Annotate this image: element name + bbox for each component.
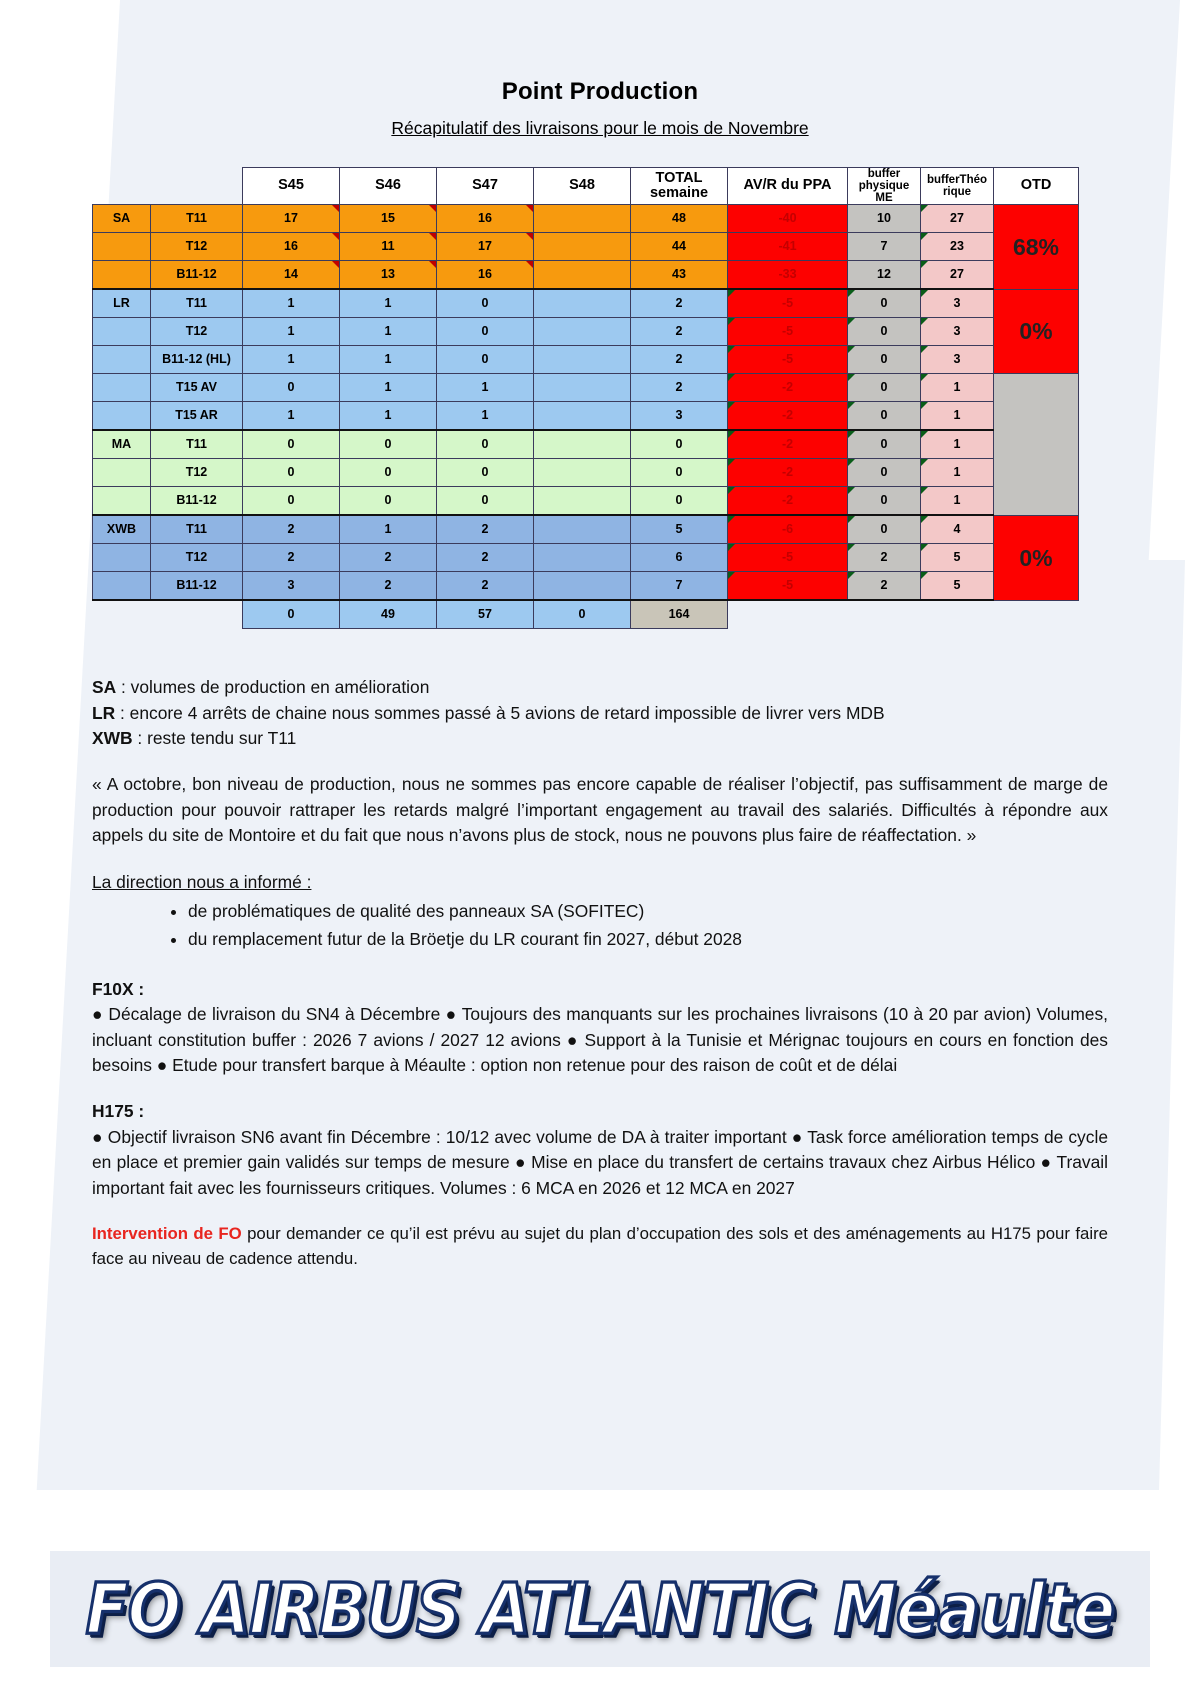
cell-buffer-theorique: 27 [921, 261, 994, 290]
cell-avr: -2 [728, 402, 848, 431]
table-row [93, 515, 1079, 544]
cell-buffer-physique: 0 [848, 346, 921, 374]
totals-blank-avr [728, 600, 848, 629]
cell-s48 [534, 374, 631, 402]
cell-s47: 0 [437, 318, 534, 346]
totals-blank-program [93, 600, 151, 629]
cell-s46: 1 [340, 346, 437, 374]
cell-buffer-theorique: 1 [921, 459, 994, 487]
table-row [93, 572, 1079, 601]
totals-total: 164 [631, 600, 728, 629]
cell-avr: -2 [728, 487, 848, 516]
cell-avr: -2 [728, 374, 848, 402]
cell-total: 6 [631, 544, 728, 572]
header-s45: S45 [243, 168, 340, 205]
cell-total: 2 [631, 346, 728, 374]
table-row [93, 346, 1079, 374]
cell-program [93, 402, 151, 431]
cell-s47: 16 [437, 205, 534, 233]
cell-avr: -5 [728, 572, 848, 601]
cell-program [93, 261, 151, 290]
totals-blank-bt [921, 600, 994, 629]
cell-avr: -5 [728, 289, 848, 318]
cell-s46: 13 [340, 261, 437, 290]
cell-total: 48 [631, 205, 728, 233]
note-sa [92, 675, 1108, 700]
totals-s48: 0 [534, 600, 631, 629]
cell-s46: 2 [340, 544, 437, 572]
header-blank-program [93, 168, 151, 205]
cell-type: B11-12 [151, 261, 243, 290]
cell-buffer-theorique: 4 [921, 515, 994, 544]
cell-otd-ma [994, 374, 1079, 516]
header-total-line1: TOTAL [655, 169, 703, 186]
cell-type: T12 [151, 459, 243, 487]
cell-s45: 0 [243, 374, 340, 402]
cell-s47: 0 [437, 487, 534, 516]
cell-program: XWB [93, 515, 151, 544]
spacer [92, 1201, 1108, 1222]
note-sa-label: SA [92, 677, 117, 698]
cell-s46: 0 [340, 487, 437, 516]
cell-buffer-physique: 0 [848, 374, 921, 402]
cell-s45: 17 [243, 205, 340, 233]
cell-buffer-physique: 0 [848, 318, 921, 346]
cell-s48 [534, 430, 631, 459]
cell-type: T12 [151, 233, 243, 261]
cell-buffer-physique: 0 [848, 459, 921, 487]
h175-text: ● Objectif livraison SN6 avant fin Décembre : 10/12 avec volume de DA à traiter important ● Task force amélioration temps de cycle en place et premier gain validés sur temps de mesure ● Mise en place du transfert de certains travaux chez Airbus Hélico ● Travail important fait avec les fournisseurs critiques. Volumes : 6 MCA en 2026 et 12 MCA en 2027 [92, 1126, 1108, 1198]
cell-total: 43 [631, 261, 728, 290]
cell-buffer-theorique: 27 [921, 205, 994, 233]
cell-s45: 1 [243, 346, 340, 374]
cell-type: T12 [151, 544, 243, 572]
totals-s47: 57 [437, 600, 534, 629]
cell-s45: 0 [243, 487, 340, 516]
cell-buffer-theorique: 1 [921, 402, 994, 431]
cell-total: 44 [631, 233, 728, 261]
cell-program [93, 346, 151, 374]
cell-buffer-theorique: 1 [921, 430, 994, 459]
cell-buffer-theorique: 23 [921, 233, 994, 261]
cell-type: T15 AV [151, 374, 243, 402]
direction-list [92, 899, 1108, 953]
cell-buffer-theorique: 5 [921, 572, 994, 601]
cell-s46: 1 [340, 289, 437, 318]
cell-type: T11 [151, 515, 243, 544]
page-title: Point Production [501, 78, 699, 105]
cell-s47: 2 [437, 572, 534, 601]
table-row [93, 487, 1079, 516]
table-row [93, 205, 1079, 233]
cell-s45: 1 [243, 402, 340, 431]
cell-otd-xwb: 0% [994, 515, 1079, 600]
cell-avr: -41 [728, 233, 848, 261]
f10x-heading: F10X : [92, 978, 145, 999]
cell-s47: 17 [437, 233, 534, 261]
header-total-semaine [631, 168, 728, 205]
cell-type: T11 [151, 430, 243, 459]
buffer-physique-line2: physique [858, 180, 910, 193]
table-header-row [93, 168, 1079, 205]
cell-s47: 0 [437, 289, 534, 318]
table-row [93, 374, 1079, 402]
cell-total: 2 [631, 374, 728, 402]
cell-program: LR [93, 289, 151, 318]
footer-banner [50, 1551, 1150, 1667]
cell-program [93, 233, 151, 261]
cell-otd-lr: 0% [994, 289, 1079, 374]
list-item: • du remplacement futur de la Bröetje du LR courant fin 2027, début 2028 [188, 927, 1108, 952]
cell-s46: 1 [340, 402, 437, 431]
table-row [93, 430, 1079, 459]
note-sa-text: : volumes de production en amélioration [116, 677, 430, 698]
header-buffer-physique [848, 168, 921, 205]
intervention-text: pour demander ce qu’il est prévu au sujet du plan d’occupation des sols et des aménagements au H175 pour faire face au niveau de cadence attendu. [92, 1224, 1108, 1268]
cell-s48 [534, 205, 631, 233]
cell-total: 7 [631, 572, 728, 601]
cell-s48 [534, 261, 631, 290]
production-table-wrapper [92, 167, 1060, 629]
buffer-theo-line1: bufferThéo [926, 174, 988, 187]
cell-buffer-theorique: 3 [921, 289, 994, 318]
table-row [93, 289, 1079, 318]
header-s47: S47 [437, 168, 534, 205]
cell-program: SA [93, 205, 151, 233]
cell-s45: 1 [243, 289, 340, 318]
spacer [92, 751, 1108, 772]
cell-program [93, 459, 151, 487]
cell-program [93, 544, 151, 572]
header-total-line2: semaine [649, 185, 709, 202]
cell-program [93, 374, 151, 402]
table-row [93, 459, 1079, 487]
cell-buffer-physique: 0 [848, 430, 921, 459]
cell-buffer-physique: 0 [848, 515, 921, 544]
f10x-text: ● Décalage de livraison du SN4 à Décembre ● Toujours des manquants sur les prochaines livraisons (10 à 20 par avion) Volumes, incluant constitution buffer : 2026 7 avions / 2027 12 avions ● Support à la Tunisie et Mérignac toujours en cours en fonction des besoins ● Etude pour transfert barque à Méaulte : option non retenue pour des raison de coût et de délai [92, 1004, 1108, 1076]
cell-s48 [534, 515, 631, 544]
totals-s46: 49 [340, 600, 437, 629]
cell-total: 0 [631, 487, 728, 516]
header-s48: S48 [534, 168, 631, 205]
buffer-theo-line2: rique [942, 186, 972, 199]
cell-avr: -2 [728, 430, 848, 459]
note-xwb [92, 726, 1108, 751]
cell-total: 0 [631, 430, 728, 459]
cell-s45: 3 [243, 572, 340, 601]
cell-type: T12 [151, 318, 243, 346]
totals-blank-bp [848, 600, 921, 629]
cell-buffer-physique: 0 [848, 402, 921, 431]
cell-program [93, 487, 151, 516]
cell-program [93, 572, 151, 601]
cell-s48 [534, 233, 631, 261]
cell-avr: -33 [728, 261, 848, 290]
header-avr-ppa: AV/R du PPA [728, 168, 848, 205]
page-subtitle: Récapitulatif des livraisons pour le mois de Novembre [391, 118, 809, 138]
cell-type: B11-12 [151, 487, 243, 516]
header-blank-type [151, 168, 243, 205]
cell-s46: 1 [340, 515, 437, 544]
cell-s48 [534, 459, 631, 487]
cell-buffer-physique: 12 [848, 261, 921, 290]
cell-buffer-physique: 7 [848, 233, 921, 261]
cell-total: 5 [631, 515, 728, 544]
cell-s46: 2 [340, 572, 437, 601]
table-row [93, 318, 1079, 346]
cell-s46: 11 [340, 233, 437, 261]
cell-otd-sa: 68% [994, 205, 1079, 290]
direction-heading: La direction nous a informé : [92, 871, 312, 892]
cell-buffer-physique: 0 [848, 487, 921, 516]
note-lr [92, 701, 1108, 726]
spacer [92, 849, 1108, 870]
cell-s47: 0 [437, 346, 534, 374]
cell-s45: 14 [243, 261, 340, 290]
cell-buffer-physique: 2 [848, 572, 921, 601]
cell-s45: 16 [243, 233, 340, 261]
cell-s48 [534, 318, 631, 346]
intervention-paragraph [92, 1222, 1108, 1271]
list-item: • de problématiques de qualité des panneaux SA (SOFITEC) [188, 899, 1108, 924]
cell-s47: 1 [437, 374, 534, 402]
cell-s47: 0 [437, 459, 534, 487]
cell-avr: -5 [728, 318, 848, 346]
production-table [92, 167, 1079, 629]
table-row [93, 544, 1079, 572]
cell-s46: 0 [340, 459, 437, 487]
cell-total: 3 [631, 402, 728, 431]
table-row [93, 261, 1079, 290]
cell-avr: -40 [728, 205, 848, 233]
table-body [93, 205, 1079, 629]
document-body [92, 675, 1108, 1271]
cell-avr: -5 [728, 544, 848, 572]
cell-s46: 1 [340, 318, 437, 346]
cell-s48 [534, 544, 631, 572]
cell-s48 [534, 402, 631, 431]
footer-banner-text: FO AIRBUS ATLANTIC Méaulte [85, 1568, 1115, 1650]
spacer [92, 956, 1108, 977]
cell-buffer-theorique: 3 [921, 346, 994, 374]
cell-buffer-theorique: 3 [921, 318, 994, 346]
cell-total: 0 [631, 459, 728, 487]
cell-buffer-physique: 2 [848, 544, 921, 572]
buffer-physique-line3: ME [875, 192, 893, 205]
note-lr-text: : encore 4 arrêts de chaine nous sommes passé à 5 avions de retard impossible de livrer vers MDB [115, 702, 885, 723]
note-xwb-label: XWB [92, 728, 133, 748]
cell-s48 [534, 572, 631, 601]
cell-s45: 0 [243, 430, 340, 459]
totals-s45: 0 [243, 600, 340, 629]
totals-blank-otd [994, 600, 1079, 629]
cell-type: T15 AR [151, 402, 243, 431]
table-row [93, 402, 1079, 431]
document-header [0, 0, 1200, 139]
quote-paragraph: « A octobre, bon niveau de production, nous ne sommes pas encore capable de réaliser l’objectif, pas suffisamment de marge de production pour pouvoir rattraper les retards malgré l’important engagement au travail des salariés. Difficultés à répondre aux appels du site de Montoire et du fait que nous n’avons plus de stock, nous ne pouvons plus faire de réaffectation. » [92, 774, 1108, 846]
cell-s47: 2 [437, 515, 534, 544]
header-otd: OTD [994, 168, 1079, 205]
cell-s45: 1 [243, 318, 340, 346]
cell-s46: 15 [340, 205, 437, 233]
intervention-label: Intervention de FO [92, 1224, 242, 1244]
cell-total: 2 [631, 318, 728, 346]
cell-s46: 1 [340, 374, 437, 402]
cell-buffer-physique: 0 [848, 289, 921, 318]
cell-type: T11 [151, 289, 243, 318]
spacer [92, 1078, 1108, 1099]
cell-s45: 0 [243, 459, 340, 487]
table-totals-row [93, 600, 1079, 629]
cell-type: B11-12 (HL) [151, 346, 243, 374]
cell-s48 [534, 346, 631, 374]
cell-buffer-theorique: 1 [921, 487, 994, 516]
cell-s47: 0 [437, 430, 534, 459]
note-lr-label: LR [92, 702, 116, 723]
cell-buffer-physique: 10 [848, 205, 921, 233]
cell-type: T11 [151, 205, 243, 233]
cell-s48 [534, 487, 631, 516]
cell-buffer-theorique: 5 [921, 544, 994, 572]
cell-s45: 2 [243, 515, 340, 544]
cell-s47: 2 [437, 544, 534, 572]
cell-s47: 16 [437, 261, 534, 290]
h175-heading: H175 : [92, 1101, 145, 1122]
cell-s47: 1 [437, 402, 534, 431]
cell-program [93, 318, 151, 346]
header-buffer-theorique [921, 168, 994, 205]
cell-avr: -2 [728, 459, 848, 487]
cell-buffer-theorique: 1 [921, 374, 994, 402]
cell-total: 2 [631, 289, 728, 318]
note-xwb-text: : reste tendu sur T11 [132, 728, 297, 748]
cell-s48 [534, 289, 631, 318]
cell-s45: 2 [243, 544, 340, 572]
buffer-physique-line1: buffer [867, 168, 901, 180]
totals-blank-type [151, 600, 243, 629]
cell-s46: 0 [340, 430, 437, 459]
table-row [93, 233, 1079, 261]
cell-program: MA [93, 430, 151, 459]
header-s46: S46 [340, 168, 437, 205]
cell-type: B11-12 [151, 572, 243, 601]
cell-avr: -6 [728, 515, 848, 544]
cell-avr: -5 [728, 346, 848, 374]
